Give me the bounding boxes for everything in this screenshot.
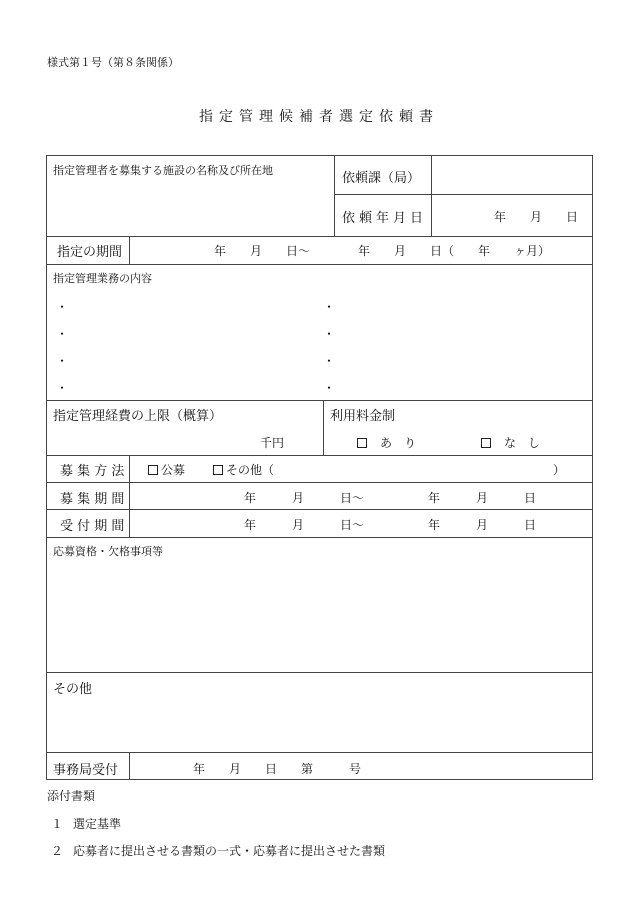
fee-option-yes[interactable] bbox=[357, 434, 416, 451]
work-bullet: ・ bbox=[323, 381, 336, 395]
form-number: 様式第１号（第８条関係） bbox=[47, 56, 179, 69]
fee-yes-label: あ り bbox=[380, 436, 417, 450]
work-content-label: 指定管理業務の内容 bbox=[53, 272, 152, 285]
rule-after-accept bbox=[47, 537, 593, 538]
work-bullet: ・ bbox=[56, 327, 69, 341]
period-label: 指定の期間 bbox=[57, 245, 123, 260]
vrule-facility bbox=[334, 156, 335, 236]
checkbox-icon[interactable] bbox=[213, 465, 223, 475]
method-option-public[interactable] bbox=[148, 461, 185, 478]
cost-unit: 千円 bbox=[260, 436, 285, 450]
method-other-label: その他（ bbox=[226, 463, 275, 477]
method-option-other[interactable] bbox=[213, 461, 274, 478]
attachment-num: ２ bbox=[51, 844, 64, 858]
recruit-period-start[interactable]: 年 月 日～ bbox=[244, 491, 365, 505]
attachment-text: 選定基準 bbox=[73, 817, 122, 831]
attachment-text: 応募者に提出させる書類の一式・応募者に提出させた書類 bbox=[73, 844, 386, 858]
work-bullet: ・ bbox=[323, 327, 336, 341]
work-bullet: ・ bbox=[56, 354, 69, 368]
accept-period-end[interactable]: 年 月 日 bbox=[428, 518, 537, 532]
fee-label: 利用料金制 bbox=[330, 409, 396, 424]
period-value[interactable]: 年 月 日～ 年 月 日（ 年 ヶ月） bbox=[214, 244, 551, 258]
accept-period-label: 受 付 期 間 bbox=[60, 519, 125, 534]
checkbox-icon[interactable] bbox=[148, 465, 158, 475]
rule-after-qualification bbox=[47, 672, 593, 673]
office-value[interactable]: 年 月 日 第 号 bbox=[193, 762, 362, 776]
qualification-label: 応募資格・欠格事項等 bbox=[53, 545, 163, 558]
fee-no-label: な し bbox=[504, 436, 541, 450]
office-label: 事務局受付 bbox=[53, 763, 119, 778]
rule-after-work bbox=[47, 400, 593, 401]
vrule-office bbox=[129, 752, 130, 780]
rule-dept-date bbox=[334, 194, 593, 195]
attachments-heading: 添付書類 bbox=[47, 789, 96, 803]
cost-label: 指定管理経費の上限（概算） bbox=[53, 409, 223, 424]
vrule-dept bbox=[431, 156, 432, 236]
vrule-cost bbox=[323, 400, 324, 455]
attachment-num: １ bbox=[51, 817, 64, 831]
recruit-method-label: 募 集 方 法 bbox=[60, 464, 125, 479]
work-bullet: ・ bbox=[323, 354, 336, 368]
recruit-period-label: 募 集 期 間 bbox=[60, 492, 125, 507]
checkbox-icon[interactable] bbox=[357, 438, 367, 448]
work-bullet: ・ bbox=[323, 300, 336, 314]
accept-period-start[interactable]: 年 月 日～ bbox=[244, 518, 365, 532]
attachment-item bbox=[51, 842, 385, 859]
work-bullet: ・ bbox=[56, 300, 69, 314]
page-title: 指定管理候補者選定依頼書 bbox=[199, 109, 439, 125]
work-bullet: ・ bbox=[56, 381, 69, 395]
attachment-item bbox=[51, 815, 121, 832]
method-close-paren: ） bbox=[553, 463, 566, 477]
method-public-label: 公募 bbox=[161, 463, 186, 477]
facility-label: 指定管理者を募集する施設の名称及び所在地 bbox=[53, 164, 273, 177]
vrule-period bbox=[129, 236, 130, 264]
rule-after-period bbox=[47, 264, 593, 265]
checkbox-icon[interactable] bbox=[481, 438, 491, 448]
other-label: その他 bbox=[53, 682, 93, 697]
request-date-label: 依頼年月日 bbox=[342, 211, 428, 226]
request-date-value[interactable]: 年 月 日 bbox=[494, 210, 579, 224]
fee-option-no[interactable] bbox=[481, 434, 540, 451]
requesting-dept-label: 依頼課（局） bbox=[342, 171, 421, 186]
vrule-periods bbox=[129, 455, 130, 537]
recruit-period-end[interactable]: 年 月 日 bbox=[428, 491, 537, 505]
